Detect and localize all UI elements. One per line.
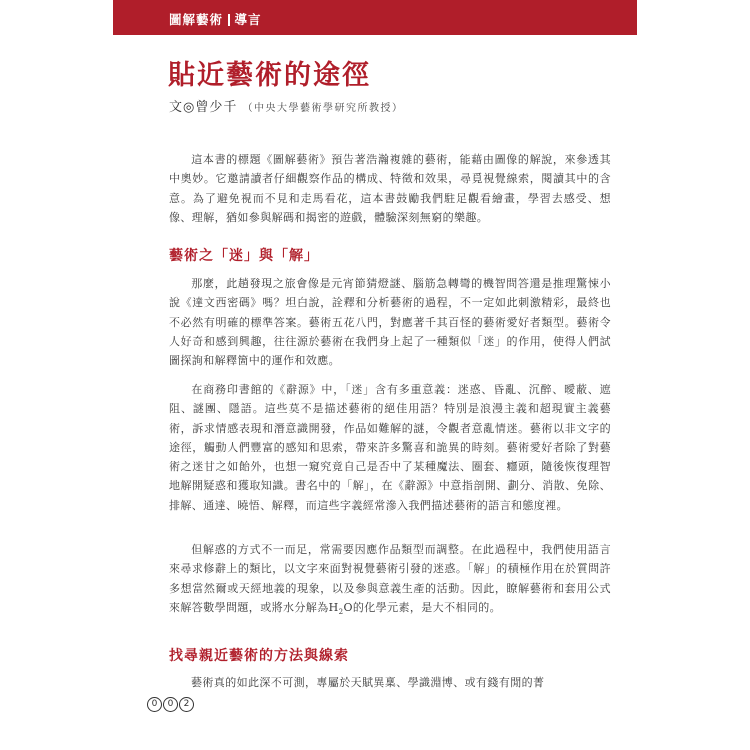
paragraph-2 (169, 380, 611, 515)
section-heading-1: 藝術之「迷」與「解」 (169, 248, 319, 264)
header-section: 圖解藝術 (169, 12, 224, 27)
paragraph-2-text: 在商務印書館的《辭源》中，「迷」含有多重意義：迷惑、昏亂、沉醉、曖蔽、遮阻、謎團、隱語。這些莫不是描述藝術的絕佳用語？特別是浪漫主義和超現實主義藝術，訴求情感表現和潛意識開發，作品如難解的謎，令觀者意亂情迷。藝術以非文字的途徑，觸動人們豐富的感知和思索，帶來許多驚喜和詭異的時刻。藝術愛好者除了對藝術之迷甘之如飴外，也想一窺究竟自己是否中了某種魔法、圈套、癮頭，隨後恢復理智地解開疑惑和獲取知識。書名中的「解」，在《辭源》中意指剖開、劃分、消散、免除、排解、通達、曉悟、解釋，而這些字義經常滲入我們描述藝術的語言和態度裡。 (169, 383, 611, 512)
paragraph-intro-text: 這本書的標題《圖解藝術》預告著浩瀚複雜的藝術，能藉由圖像的解說，來參透其中奧妙。它邀請讀者仔細觀察作品的構成、特徵和效果，尋覓視覺線索，閱讀其中的含意。為了避免視而不見和走馬看花，這本書鼓勵我們駐足觀看繪畫，學習去感受、想像、理解，猶如參與解碼和揭密的遊戲，體驗深刻無窮的樂趣。 (169, 153, 611, 224)
header-bar (113, 0, 637, 35)
book-page (113, 0, 637, 750)
author-affiliation: （中央大學藝術學研究所教授） (242, 103, 404, 114)
header-divider (228, 14, 230, 26)
paragraph-intro (169, 150, 611, 227)
author-name: 文◎曾少千 (169, 100, 238, 115)
paragraph-3-text-end: O的化學元素，是大不相同的。 (343, 600, 502, 614)
paragraph-3 (169, 540, 611, 622)
page-number (147, 697, 195, 712)
section-heading-2: 找尋親近藝術的方法與線索 (169, 648, 349, 664)
subscript-2: 2 (338, 608, 344, 617)
article-title: 貼近藝術的途徑 (168, 60, 371, 91)
running-header (169, 10, 262, 28)
byline (169, 96, 403, 115)
page-number-digit: 0 (163, 697, 178, 712)
paragraph-4-text: 藝術真的如此深不可測，專屬於天賦異稟、學識淵博、或有錢有閒的菁 (191, 676, 545, 689)
header-chapter: 導言 (234, 12, 262, 27)
paragraph-4 (169, 673, 611, 692)
paragraph-3-text: 但解惑的方式不一而足，常需要因應作品類型而調整。在此過程中，我們使用語言來尋求修辭上的類比，以文字來面對視覺藝術引發的迷惑。「解」的積極作用在於質問許多想當然爾或天經地義的現象，以及參與意義生產的活動。因此，瞭解藝術和套用公式來解答數學問題，或將水分解為H (169, 543, 611, 614)
paragraph-1-text: 那麼，此趟發現之旅會像是元宵節猜燈謎、腦筋急轉彎的機智問答還是推理驚悚小說《達文西密碼》嗎？坦白說，詮釋和分析藝術的過程，不一定如此刺激精彩，最終也不必然有明確的標準答案。藝術五花八門，對應著千其百怪的藝術愛好者類型。藝術令人好奇和感到興趣，往往源於藝術在我們身上起了一種類似「迷」的作用，使得人們試圖探詢和解釋箇中的運作和效應。 (169, 277, 611, 368)
page-number-digit: 2 (179, 697, 194, 712)
page-number-digit: 0 (147, 697, 162, 712)
paragraph-1 (169, 274, 611, 370)
